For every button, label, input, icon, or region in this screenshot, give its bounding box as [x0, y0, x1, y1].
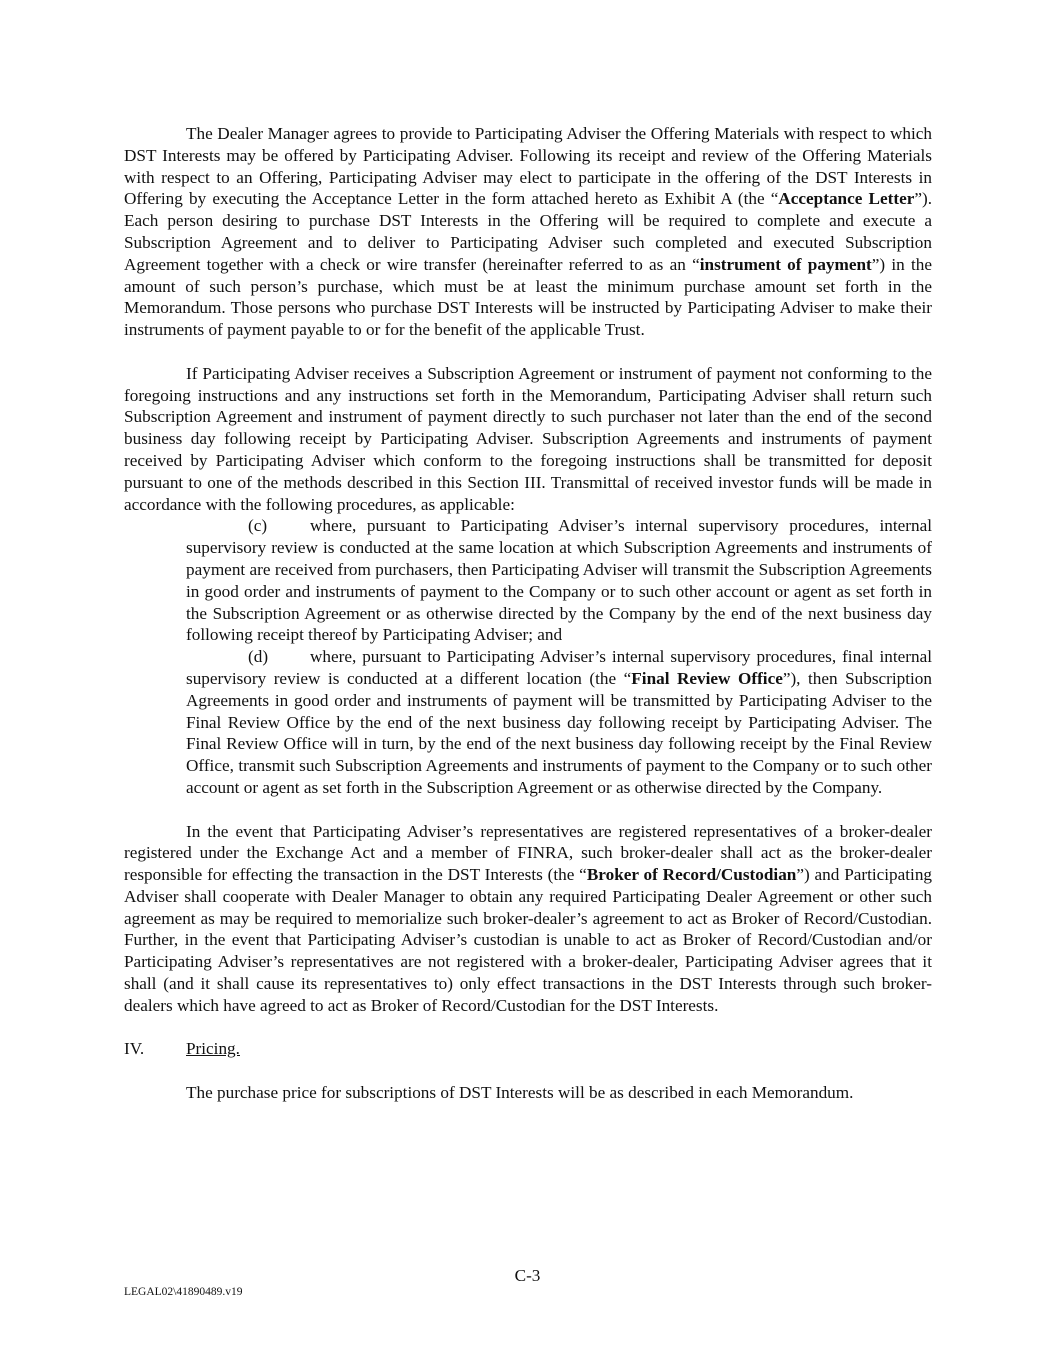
page-number: C-3 — [514, 1266, 541, 1285]
paragraph-broker-of-record — [124, 821, 932, 1017]
term-final-review-office: Final Review Office — [631, 668, 783, 688]
section-number: IV. — [124, 1039, 145, 1059]
list-item-d-text-a: where, pursuant to Participating Adviser’s internal supervisory procedures, final internal supervisory review is conducted at a different location (the “ — [186, 647, 932, 688]
term-acceptance-letter: Acceptance Letter — [778, 189, 915, 209]
para3-text-c: ”) and Participating Adviser shall cooperate with Dealer Manager to obtain any required Participating Dealer Agreement or other such agreement as may be required to memorialize such broker-dealer’s agreement to act as Broker of Record/Custodian. Further, in the event that Participating Adviser’s custodian is unable to act as Broker of Record/Custodian and/or Participating Adviser’s representatives are not registered with a broker-dealer, Participating Adviser agrees that it shall (and it shall cause its representatives to) only effect transactions in the DST Interests through such broker-dealers which have agreed to act as Broker of Record/Custodian for the DST Interests. — [124, 865, 933, 1015]
list-item-c — [186, 515, 932, 646]
section-heading-pricing — [124, 1038, 932, 1060]
paragraph-offering-materials — [124, 123, 932, 341]
para1-text-c: ”). Each person desiring to purchase DST Interests in the Offering will be required to complete and execute a Subscription Agreement and to deliver to Participating Adviser such completed and executed Subscription Agreement together with a check or wire transfer (hereinafter referred to as an “ — [124, 189, 932, 274]
term-instrument-of-payment: instrument of payment — [699, 254, 872, 274]
list-item-d-text-c: ”), then Subscription Agreements in good order and instruments of payment will be transmitted by Participating Adviser to the Final Review Office by the end of the next business day following receipt by Participating Adviser. The Final Review Office will in turn, by the end of the next business day following receipt by the Final Review Office, transmit such Subscription Agreements and instruments of payment to the Company or to such other account or agent as set forth in the Subscription Agreement or as otherwise directed by the Company. — [186, 668, 932, 797]
section-title: Pricing. — [186, 1039, 240, 1059]
list-item-c-text: where, pursuant to Participating Adviser’s internal supervisory procedures, internal supervisory review is conducted at the same location at which Subscription Agreements and instruments of payment are received from purchasers, then Participating Adviser will transmit the Subscription Agreements in good order and instruments of payment to the Company or to such other account or agent as set forth in the Subscription Agreement or as otherwise directed by the Company by the end of the next business day following receipt thereof by Participating Adviser; and — [186, 516, 932, 645]
document-body — [124, 123, 932, 1104]
list-item-c-label: (c) — [248, 516, 268, 536]
para3-text-a: In the event that Participating Adviser’s representatives are registered representatives of a broker-dealer registered under the Exchange Act and a member of FINRA, such broker-dealer shall act as the broker-dealer responsible for effecting the transaction in the DST Interests (the “ — [124, 821, 932, 885]
para1-text-a: The Dealer Manager agrees to provide to Participating Adviser the Offering Materials with respect to which DST Interests may be offered by Participating Adviser. Following its receipt and review of the Offering Materials with respect to an Offering, Participating Adviser may elect to participate in the offering of the DST Interests in Offering by executing the Acceptance Letter in the form attached hereto as Exhibit A (the “ — [124, 124, 932, 209]
list-item-d — [186, 646, 932, 799]
paragraph-nonconforming-subscription: If Participating Adviser receives a Subscription Agreement or instrument of payment not conforming to the foregoing instructions and any instructions set forth in the Memorandum, Participating Adviser shall return such Subscription Agreement and instrument of payment directly to such purchaser not later than the end of the second business day following receipt by Participating Adviser. Subscription Agreements and instruments of payment received by Participating Adviser which conform to the foregoing instructions shall be transmitted for deposit pursuant to one of the methods described in this Section III. Transmittal of received investor funds will be made in accordance with the following procedures, as applicable: — [124, 363, 932, 514]
paragraph-purchase-price: The purchase price for subscriptions of DST Interests will be as described in each Memorandum. — [186, 1083, 854, 1103]
para1-text-d: ”) in the amount of such person’s purchase, which must be at least the minimum purchase amount set forth in the Memorandum. Those persons who purchase DST Interests will be instructed by Participating Adviser to make their instruments of payment payable to or for the benefit of the applicable Trust. — [124, 254, 932, 340]
term-broker-of-record-custodian: Broker of Record/Custodian — [586, 865, 797, 885]
document-id: LEGAL02\41890489.v19 — [124, 1286, 243, 1298]
list-item-d-label: (d) — [248, 647, 269, 667]
